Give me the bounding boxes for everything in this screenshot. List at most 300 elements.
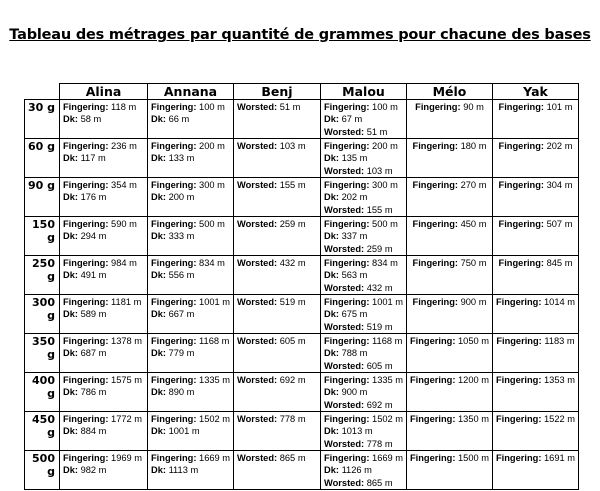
length-value: 556 m bbox=[168, 270, 195, 281]
yardage-cell bbox=[60, 412, 148, 451]
yardage-line bbox=[407, 335, 492, 347]
weight-label: Fingering: bbox=[498, 180, 544, 190]
yardage-line bbox=[493, 335, 578, 347]
length-value: 103 m bbox=[366, 165, 393, 176]
yardage-line bbox=[63, 386, 147, 398]
weight-label: Fingering: bbox=[498, 102, 544, 112]
weight-label: Dk: bbox=[63, 192, 78, 203]
weight-label: Worsted: bbox=[324, 399, 365, 410]
length-value: 176 m bbox=[80, 192, 107, 203]
table-row bbox=[25, 451, 579, 490]
yardage-line bbox=[407, 257, 492, 269]
weight-label: Fingering: bbox=[324, 180, 370, 190]
yardage-line bbox=[63, 152, 147, 164]
yardage-cell bbox=[60, 373, 148, 412]
weight-label: Worsted: bbox=[324, 477, 365, 488]
yardage-line bbox=[407, 374, 492, 386]
length-value: 1378 m bbox=[111, 336, 143, 346]
length-value: 180 m bbox=[460, 141, 487, 151]
grams-cell: 500 g bbox=[25, 451, 60, 490]
yardage-cell bbox=[407, 178, 493, 217]
yardage-line bbox=[493, 296, 578, 308]
weight-label: Fingering: bbox=[324, 453, 370, 463]
weight-label: Fingering: bbox=[63, 297, 109, 307]
length-value: 778 m bbox=[366, 438, 393, 449]
weight-label: Dk: bbox=[63, 114, 78, 125]
length-value: 100 m bbox=[372, 102, 398, 112]
weight-label: Dk: bbox=[324, 387, 339, 398]
weight-label: Fingering: bbox=[495, 453, 542, 463]
yardage-line bbox=[63, 464, 147, 476]
length-value: 118 m bbox=[111, 102, 137, 112]
weight-label: Dk: bbox=[63, 231, 78, 242]
grams-cell: 30 g bbox=[25, 100, 60, 139]
yardage-line bbox=[493, 179, 578, 191]
length-value: 100 m bbox=[199, 102, 225, 112]
weight-label: Worsted: bbox=[237, 102, 278, 112]
weight-label: Dk: bbox=[324, 309, 339, 320]
page-title: Tableau des métrages par quantité de grammes pour chacune des bases bbox=[9, 27, 591, 43]
table-row bbox=[25, 139, 579, 178]
yardage-cell bbox=[234, 139, 321, 178]
length-value: 786 m bbox=[80, 387, 107, 398]
yardage-line bbox=[324, 191, 406, 203]
yardage-line bbox=[151, 230, 233, 242]
length-value: 1001 m bbox=[199, 297, 231, 307]
yardage-line bbox=[151, 413, 233, 425]
length-value: 1575 m bbox=[111, 375, 143, 385]
yardage-cell bbox=[234, 373, 321, 412]
weight-label: Worsted: bbox=[237, 453, 278, 463]
weight-label: Dk: bbox=[63, 387, 78, 398]
length-value: 51 m bbox=[279, 102, 301, 112]
length-value: 236 m bbox=[111, 141, 137, 151]
length-value: 135 m bbox=[341, 153, 368, 164]
grams-cell: 350 g bbox=[25, 334, 60, 373]
length-value: 432 m bbox=[279, 258, 306, 268]
yardage-line bbox=[63, 425, 147, 437]
yardage-line bbox=[324, 464, 406, 476]
length-value: 1500 m bbox=[458, 453, 490, 463]
yardage-cell bbox=[407, 100, 493, 139]
yardage-line bbox=[324, 282, 406, 294]
yardage-line bbox=[151, 140, 233, 152]
yardage-cell bbox=[321, 412, 407, 451]
weight-label: Fingering: bbox=[63, 258, 109, 268]
weight-label: Dk: bbox=[151, 387, 166, 398]
weight-label: Dk: bbox=[324, 270, 339, 281]
yardage-cell bbox=[234, 412, 321, 451]
weight-label: Dk: bbox=[151, 270, 166, 281]
weight-label: Fingering: bbox=[496, 336, 542, 346]
weight-label: Fingering: bbox=[495, 375, 542, 385]
weight-label: Worsted: bbox=[237, 219, 278, 229]
yardage-cell bbox=[321, 217, 407, 256]
weight-label: Dk: bbox=[63, 465, 78, 476]
yardage-line bbox=[63, 347, 147, 359]
length-value: 788 m bbox=[341, 348, 368, 359]
yardage-line bbox=[493, 257, 578, 269]
length-value: 687 m bbox=[80, 348, 107, 359]
weight-label: Fingering: bbox=[151, 453, 197, 463]
yardage-cell bbox=[234, 217, 321, 256]
yardage-line bbox=[493, 413, 578, 425]
length-value: 834 m bbox=[372, 258, 398, 268]
yardage-line bbox=[324, 218, 406, 230]
yardage-line bbox=[493, 218, 578, 230]
length-value: 900 m bbox=[460, 297, 487, 307]
yardage-cell bbox=[148, 139, 234, 178]
yardage-cell bbox=[321, 451, 407, 490]
yardage-cell bbox=[493, 139, 579, 178]
length-value: 450 m bbox=[460, 219, 487, 229]
weight-label: Worsted: bbox=[237, 375, 278, 385]
weight-label: Fingering: bbox=[151, 336, 197, 346]
yardage-line bbox=[151, 335, 233, 347]
weight-label: Worsted: bbox=[324, 165, 365, 176]
weight-label: Dk: bbox=[324, 192, 339, 203]
yardage-line bbox=[407, 101, 492, 113]
yardage-cell bbox=[234, 334, 321, 373]
weight-label: Dk: bbox=[151, 114, 166, 125]
length-value: 778 m bbox=[279, 414, 306, 424]
yardage-line bbox=[324, 230, 406, 242]
weight-label: Dk: bbox=[324, 153, 339, 164]
yardage-cell bbox=[60, 178, 148, 217]
yardage-line bbox=[324, 386, 406, 398]
weight-label: Fingering: bbox=[151, 102, 197, 112]
yardage-line bbox=[151, 374, 233, 386]
weight-label: Worsted: bbox=[324, 360, 365, 371]
length-value: 563 m bbox=[341, 270, 368, 281]
length-value: 1969 m bbox=[111, 453, 143, 463]
yardage-line bbox=[151, 347, 233, 359]
yardage-cell bbox=[60, 334, 148, 373]
weight-label: Worsted: bbox=[324, 438, 365, 449]
weight-label: Dk: bbox=[151, 309, 166, 320]
column-header: Mélo bbox=[407, 84, 493, 100]
length-value: 1050 m bbox=[458, 336, 490, 346]
yardage-line bbox=[324, 165, 406, 177]
yardage-line bbox=[237, 179, 320, 191]
yardage-line bbox=[237, 140, 320, 152]
yardage-line bbox=[151, 425, 233, 437]
yardage-line bbox=[493, 374, 578, 386]
weight-label: Dk: bbox=[324, 426, 339, 437]
length-value: 304 m bbox=[546, 180, 573, 190]
length-value: 1350 m bbox=[458, 414, 490, 424]
length-value: 491 m bbox=[80, 270, 107, 281]
yardage-line bbox=[493, 101, 578, 113]
length-value: 1502 m bbox=[199, 414, 231, 424]
yardage-line bbox=[324, 101, 406, 113]
table-row bbox=[25, 334, 579, 373]
weight-label: Fingering: bbox=[324, 219, 370, 229]
yardage-cell bbox=[148, 178, 234, 217]
yardage-line bbox=[151, 308, 233, 320]
yardage-line bbox=[407, 452, 492, 464]
length-value: 865 m bbox=[366, 477, 393, 488]
weight-label: Fingering: bbox=[151, 180, 197, 190]
length-value: 692 m bbox=[366, 399, 393, 410]
weight-label: Worsted: bbox=[324, 282, 365, 293]
yardage-line bbox=[324, 425, 406, 437]
length-value: 66 m bbox=[168, 114, 190, 125]
length-value: 202 m bbox=[546, 141, 573, 151]
weight-label: Worsted: bbox=[237, 336, 278, 346]
yardage-cell bbox=[148, 100, 234, 139]
yardage-line bbox=[63, 179, 147, 191]
header-row bbox=[25, 84, 579, 100]
yardage-line bbox=[324, 335, 406, 347]
weight-label: Fingering: bbox=[63, 453, 109, 463]
weight-label: Dk: bbox=[151, 153, 166, 164]
yardage-line bbox=[237, 374, 320, 386]
yardage-line bbox=[151, 269, 233, 281]
weight-label: Dk: bbox=[63, 348, 78, 359]
yardage-line bbox=[324, 243, 406, 255]
weight-label: Dk: bbox=[151, 192, 166, 203]
yardage-cell bbox=[321, 178, 407, 217]
length-value: 590 m bbox=[111, 219, 137, 229]
weight-label: Fingering: bbox=[63, 219, 109, 229]
weight-label: Dk: bbox=[324, 114, 339, 125]
weight-label: Fingering: bbox=[63, 180, 109, 190]
length-value: 865 m bbox=[279, 453, 306, 463]
yardage-cell bbox=[493, 373, 579, 412]
length-value: 1183 m bbox=[544, 336, 575, 346]
yardage-cell bbox=[407, 217, 493, 256]
length-value: 1691 m bbox=[544, 453, 576, 463]
weight-label: Fingering: bbox=[151, 141, 197, 151]
yardage-line bbox=[63, 269, 147, 281]
yardage-cell bbox=[407, 139, 493, 178]
yardage-cell bbox=[493, 295, 579, 334]
length-value: 667 m bbox=[168, 309, 195, 320]
grams-cell: 250 g bbox=[25, 256, 60, 295]
length-value: 259 m bbox=[366, 243, 393, 254]
length-value: 834 m bbox=[199, 258, 225, 268]
yardage-line bbox=[63, 230, 147, 242]
weight-label: Fingering: bbox=[409, 336, 456, 346]
weight-label: Fingering: bbox=[324, 141, 370, 151]
weight-label: Fingering: bbox=[409, 414, 456, 424]
yardage-line bbox=[324, 477, 406, 489]
yardage-cell bbox=[321, 256, 407, 295]
length-value: 1168 m bbox=[372, 336, 403, 346]
yardage-line bbox=[407, 296, 492, 308]
weight-label: Fingering: bbox=[498, 219, 544, 229]
weight-label: Fingering: bbox=[412, 297, 458, 307]
length-value: 155 m bbox=[366, 204, 393, 215]
weight-label: Worsted: bbox=[324, 321, 365, 332]
yardage-cell bbox=[60, 139, 148, 178]
length-value: 1200 m bbox=[458, 375, 490, 385]
weight-label: Dk: bbox=[63, 153, 78, 164]
yardage-line bbox=[151, 179, 233, 191]
yardage-cell bbox=[148, 295, 234, 334]
weight-label: Fingering: bbox=[495, 297, 542, 307]
weight-label: Dk: bbox=[324, 231, 339, 242]
yardage-line bbox=[151, 152, 233, 164]
weight-label: Fingering: bbox=[412, 258, 458, 268]
length-value: 1522 m bbox=[544, 414, 576, 424]
yardage-cell bbox=[493, 178, 579, 217]
yardage-cell bbox=[148, 217, 234, 256]
yardage-line bbox=[324, 126, 406, 138]
length-value: 750 m bbox=[460, 258, 487, 268]
yardage-line bbox=[324, 360, 406, 372]
yardage-cell bbox=[234, 295, 321, 334]
yardage-cell bbox=[407, 412, 493, 451]
weight-label: Dk: bbox=[63, 270, 78, 281]
length-value: 1001 m bbox=[168, 426, 200, 437]
yardage-line bbox=[63, 335, 147, 347]
weight-label: Worsted: bbox=[237, 414, 278, 424]
length-value: 500 m bbox=[199, 219, 225, 229]
table-row bbox=[25, 217, 579, 256]
weight-label: Fingering: bbox=[151, 297, 197, 307]
yardage-line bbox=[324, 204, 406, 216]
yardage-line bbox=[151, 257, 233, 269]
weight-label: Fingering: bbox=[324, 297, 370, 307]
yardage-line bbox=[237, 335, 320, 347]
yardage-cell bbox=[321, 139, 407, 178]
yardage-line bbox=[407, 413, 492, 425]
table-row bbox=[25, 373, 579, 412]
length-value: 779 m bbox=[168, 348, 195, 359]
yardage-line bbox=[237, 257, 320, 269]
length-value: 890 m bbox=[168, 387, 195, 398]
yardage-cell bbox=[234, 100, 321, 139]
yardage-cell bbox=[493, 217, 579, 256]
yardage-line bbox=[324, 452, 406, 464]
yardage-cell bbox=[60, 256, 148, 295]
length-value: 605 m bbox=[279, 336, 306, 346]
yardage-line bbox=[324, 374, 406, 386]
yardage-line bbox=[324, 179, 406, 191]
yardage-line bbox=[324, 113, 406, 125]
weight-label: Fingering: bbox=[151, 414, 197, 424]
yardage-line bbox=[493, 140, 578, 152]
length-value: 67 m bbox=[341, 114, 363, 125]
length-value: 155 m bbox=[279, 180, 306, 190]
length-value: 354 m bbox=[111, 180, 137, 190]
yardage-cell bbox=[321, 100, 407, 139]
yardage-cell bbox=[148, 334, 234, 373]
weight-label: Fingering: bbox=[498, 258, 544, 268]
weight-label: Fingering: bbox=[324, 414, 370, 424]
yardage-line bbox=[63, 218, 147, 230]
yardage-cell bbox=[321, 295, 407, 334]
weight-label: Fingering: bbox=[324, 258, 370, 268]
weight-label: Fingering: bbox=[151, 258, 197, 268]
length-value: 1014 m bbox=[544, 297, 576, 307]
length-value: 1502 m bbox=[372, 414, 404, 424]
weight-label: Fingering: bbox=[324, 336, 370, 346]
length-value: 117 m bbox=[80, 153, 106, 164]
length-value: 1669 m bbox=[199, 453, 231, 463]
length-value: 103 m bbox=[279, 141, 306, 151]
yardage-line bbox=[151, 452, 233, 464]
yardage-line bbox=[324, 257, 406, 269]
length-value: 133 m bbox=[168, 153, 195, 164]
yardage-line bbox=[237, 413, 320, 425]
length-value: 1001 m bbox=[372, 297, 404, 307]
weight-label: Fingering: bbox=[409, 375, 456, 385]
length-value: 1772 m bbox=[111, 414, 143, 424]
yardage-cell bbox=[321, 334, 407, 373]
yardage-cell bbox=[407, 334, 493, 373]
yardage-line bbox=[63, 257, 147, 269]
yardage-cell bbox=[493, 100, 579, 139]
length-value: 101 m bbox=[546, 102, 573, 112]
yardage-line bbox=[237, 452, 320, 464]
yardage-line bbox=[237, 296, 320, 308]
length-value: 90 m bbox=[463, 102, 484, 112]
weight-label: Dk: bbox=[324, 465, 339, 476]
yardage-line bbox=[63, 413, 147, 425]
column-header: Malou bbox=[321, 84, 407, 100]
yardage-line bbox=[63, 374, 147, 386]
yardage-line bbox=[324, 152, 406, 164]
length-value: 259 m bbox=[279, 219, 306, 229]
column-header: Annana bbox=[148, 84, 234, 100]
length-value: 51 m bbox=[366, 126, 388, 137]
yardage-line bbox=[324, 413, 406, 425]
length-value: 605 m bbox=[366, 360, 393, 371]
weight-label: Worsted: bbox=[237, 141, 278, 151]
yardage-line bbox=[63, 101, 147, 113]
table-body bbox=[25, 100, 579, 490]
length-value: 900 m bbox=[341, 387, 368, 398]
yardage-cell bbox=[234, 178, 321, 217]
weight-label: Worsted: bbox=[324, 243, 365, 254]
length-value: 1669 m bbox=[372, 453, 404, 463]
weight-label: Dk: bbox=[151, 426, 166, 437]
length-value: 1013 m bbox=[341, 426, 373, 437]
yardage-cell bbox=[148, 373, 234, 412]
yardage-line bbox=[63, 140, 147, 152]
weight-label: Dk: bbox=[63, 426, 78, 437]
weight-label: Fingering: bbox=[151, 375, 197, 385]
table-row bbox=[25, 412, 579, 451]
weight-label: Fingering: bbox=[412, 141, 458, 151]
yardage-cell bbox=[60, 100, 148, 139]
weight-label: Worsted: bbox=[237, 258, 278, 268]
length-value: 202 m bbox=[341, 192, 368, 203]
length-value: 300 m bbox=[199, 180, 225, 190]
corner-cell bbox=[25, 84, 60, 100]
yardage-cell bbox=[493, 334, 579, 373]
weight-label: Worsted: bbox=[324, 204, 365, 215]
weight-label: Fingering: bbox=[495, 414, 542, 424]
length-value: 58 m bbox=[80, 114, 102, 125]
yardage-cell bbox=[407, 295, 493, 334]
yardage-cell bbox=[234, 451, 321, 490]
grams-cell: 150 g bbox=[25, 217, 60, 256]
length-value: 1113 m bbox=[168, 465, 199, 476]
length-value: 200 m bbox=[372, 141, 398, 151]
yardage-line bbox=[63, 296, 147, 308]
yardage-line bbox=[63, 113, 147, 125]
yardage-cell bbox=[60, 451, 148, 490]
weight-label: Dk: bbox=[324, 348, 339, 359]
weight-label: Fingering: bbox=[63, 141, 109, 151]
length-value: 589 m bbox=[80, 309, 107, 320]
yardage-cell bbox=[234, 256, 321, 295]
yardage-line bbox=[324, 296, 406, 308]
